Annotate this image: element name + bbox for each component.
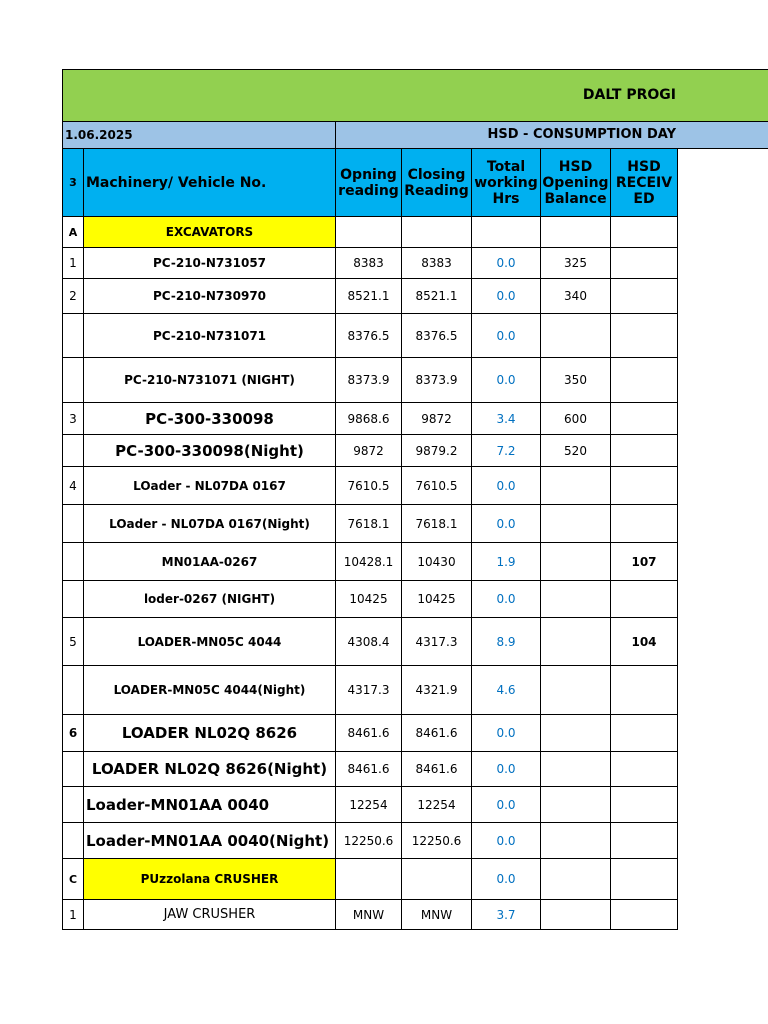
row-opening: MNW <box>336 900 402 930</box>
row-hours: 7.2 <box>472 435 541 467</box>
row-hours: 0.0 <box>472 715 541 752</box>
row-closing: 7610.5 <box>402 467 472 505</box>
row-sn <box>63 505 84 543</box>
row-opening: 7610.5 <box>336 467 402 505</box>
row-machine: JAW CRUSHER <box>84 900 336 930</box>
row-machine: PC-210-N730970 <box>84 279 336 314</box>
row-sn <box>63 358 84 403</box>
row-opening: 8461.6 <box>336 715 402 752</box>
row-hours: 0.0 <box>472 787 541 823</box>
table-row <box>63 467 678 505</box>
row-received <box>611 900 678 930</box>
row-balance <box>541 666 611 715</box>
row-closing: 10430 <box>402 543 472 581</box>
section-code: C <box>63 859 84 900</box>
row-hours: 0.0 <box>472 248 541 279</box>
row-machine: LOader - NL07DA 0167(Night) <box>84 505 336 543</box>
row-hours: 1.9 <box>472 543 541 581</box>
consumption-subtitle: HSD - CONSUMPTION DAY <box>487 127 676 142</box>
row-balance <box>541 823 611 859</box>
header-hsd-opening-balance: HSD Opening Balance <box>541 149 611 217</box>
row-closing: 8521.1 <box>402 279 472 314</box>
row-machine: LOADER-MN05C 4044 <box>84 618 336 666</box>
row-received <box>611 823 678 859</box>
section-label: EXCAVATORS <box>84 217 336 248</box>
row-received <box>611 505 678 543</box>
row-received <box>611 248 678 279</box>
row-received <box>611 358 678 403</box>
row-received <box>611 435 678 467</box>
row-opening: 8521.1 <box>336 279 402 314</box>
row-sn <box>63 666 84 715</box>
row-closing: 12254 <box>402 787 472 823</box>
row-sn: 1 <box>63 248 84 279</box>
row-hours: 0.0 <box>472 752 541 787</box>
row-balance: 340 <box>541 279 611 314</box>
row-sn <box>63 823 84 859</box>
row-balance <box>541 787 611 823</box>
row-opening: 7618.1 <box>336 505 402 543</box>
row-hours: 8.9 <box>472 618 541 666</box>
row-balance <box>541 715 611 752</box>
row-sn: 4 <box>63 467 84 505</box>
row-opening: 10425 <box>336 581 402 618</box>
row-balance <box>541 900 611 930</box>
row-received <box>611 715 678 752</box>
table-row <box>63 900 678 930</box>
header-opening-reading: Opning reading <box>336 149 402 217</box>
row-machine: PC-210-N731071 (NIGHT) <box>84 358 336 403</box>
row-balance: 350 <box>541 358 611 403</box>
row-sn <box>63 314 84 358</box>
row-received <box>611 752 678 787</box>
row-machine: LOADER NL02Q 8626 <box>84 715 336 752</box>
row-received <box>611 581 678 618</box>
row-hours: 0.0 <box>472 358 541 403</box>
row-machine: LOader - NL07DA 0167 <box>84 467 336 505</box>
row-hours: 0.0 <box>472 581 541 618</box>
row-opening: 9872 <box>336 435 402 467</box>
row-hours: 4.6 <box>472 666 541 715</box>
table-row <box>63 403 678 435</box>
row-hours: 0.0 <box>472 314 541 358</box>
row-closing: 8373.9 <box>402 358 472 403</box>
row-balance <box>541 467 611 505</box>
row-closing: 4317.3 <box>402 618 472 666</box>
row-balance: 520 <box>541 435 611 467</box>
row-sn: 1 <box>63 900 84 930</box>
table-row <box>63 314 678 358</box>
table-row <box>63 715 678 752</box>
header-row <box>63 149 678 217</box>
row-machine: LOADER-MN05C 4044(Night) <box>84 666 336 715</box>
table-row <box>63 505 678 543</box>
section-code: A <box>63 217 84 248</box>
row-opening: 12250.6 <box>336 823 402 859</box>
row-closing: 8376.5 <box>402 314 472 358</box>
row-balance <box>541 752 611 787</box>
row-balance <box>541 581 611 618</box>
row-machine: loder-0267 (NIGHT) <box>84 581 336 618</box>
row-opening: 8461.6 <box>336 752 402 787</box>
row-sn <box>63 543 84 581</box>
section-row-excavators <box>63 217 678 248</box>
row-sn: 3 <box>63 403 84 435</box>
table-row <box>63 358 678 403</box>
table-row <box>63 581 678 618</box>
header-total-hours: Total working Hrs <box>472 149 541 217</box>
row-hours: 0.0 <box>472 505 541 543</box>
header-sn: 3 <box>63 149 84 217</box>
row-sn: 5 <box>63 618 84 666</box>
row-machine: Loader-MN01AA 0040(Night) <box>84 823 336 859</box>
row-closing: 12250.6 <box>402 823 472 859</box>
section-row-crusher <box>63 859 678 900</box>
row-received <box>611 403 678 435</box>
row-opening: 8383 <box>336 248 402 279</box>
row-sn <box>63 435 84 467</box>
row-opening: 4308.4 <box>336 618 402 666</box>
row-closing: 4321.9 <box>402 666 472 715</box>
row-balance <box>541 505 611 543</box>
row-balance <box>541 543 611 581</box>
row-balance <box>541 618 611 666</box>
row-closing: 9879.2 <box>402 435 472 467</box>
header-machinery: Machinery/ Vehicle No. <box>84 149 336 217</box>
row-received: 104 <box>611 618 678 666</box>
consumption-table <box>62 148 678 930</box>
header-hsd-received: HSD RECEIV ED <box>611 149 678 217</box>
header-closing-reading: Closing Reading <box>402 149 472 217</box>
section-label: PUzzolana CRUSHER <box>84 859 336 900</box>
table-row <box>63 248 678 279</box>
row-machine: LOADER NL02Q 8626(Night) <box>84 752 336 787</box>
row-balance: 325 <box>541 248 611 279</box>
row-received <box>611 279 678 314</box>
row-sn <box>63 787 84 823</box>
table-row <box>63 543 678 581</box>
table-row <box>63 787 678 823</box>
row-hours: 3.4 <box>472 403 541 435</box>
row-hours: 0.0 <box>472 279 541 314</box>
table-row <box>63 618 678 666</box>
row-closing: 10425 <box>402 581 472 618</box>
row-opening: 12254 <box>336 787 402 823</box>
row-closing: 8461.6 <box>402 715 472 752</box>
row-hours: 0.0 <box>472 467 541 505</box>
row-sn: 2 <box>63 279 84 314</box>
row-hours: 0.0 <box>472 823 541 859</box>
sheet-title: DALT PROGI <box>582 87 676 103</box>
row-sn <box>63 752 84 787</box>
row-balance: 600 <box>541 403 611 435</box>
row-received <box>611 787 678 823</box>
table-row <box>63 752 678 787</box>
row-opening: 4317.3 <box>336 666 402 715</box>
row-opening: 8376.5 <box>336 314 402 358</box>
row-opening: 8373.9 <box>336 358 402 403</box>
row-machine: PC-210-N731057 <box>84 248 336 279</box>
row-hours: 3.7 <box>472 900 541 930</box>
row-machine: MN01AA-0267 <box>84 543 336 581</box>
row-closing: 8383 <box>402 248 472 279</box>
table-row <box>63 435 678 467</box>
table-row <box>63 666 678 715</box>
row-received <box>611 467 678 505</box>
section-total-hours: 0.0 <box>472 859 541 900</box>
row-opening: 10428.1 <box>336 543 402 581</box>
row-closing: MNW <box>402 900 472 930</box>
row-opening: 9868.6 <box>336 403 402 435</box>
row-machine: PC-300-330098 <box>84 403 336 435</box>
report-date: 1.06.2025 <box>65 128 133 142</box>
row-closing: 8461.6 <box>402 752 472 787</box>
table-row <box>63 823 678 859</box>
row-received <box>611 666 678 715</box>
row-received <box>611 314 678 358</box>
table-row <box>63 279 678 314</box>
row-machine: PC-210-N731071 <box>84 314 336 358</box>
row-balance <box>541 314 611 358</box>
row-machine: PC-300-330098(Night) <box>84 435 336 467</box>
row-machine: Loader-MN01AA 0040 <box>84 787 336 823</box>
row-closing: 7618.1 <box>402 505 472 543</box>
row-sn: 6 <box>63 715 84 752</box>
row-sn <box>63 581 84 618</box>
row-closing: 9872 <box>402 403 472 435</box>
row-received: 107 <box>611 543 678 581</box>
